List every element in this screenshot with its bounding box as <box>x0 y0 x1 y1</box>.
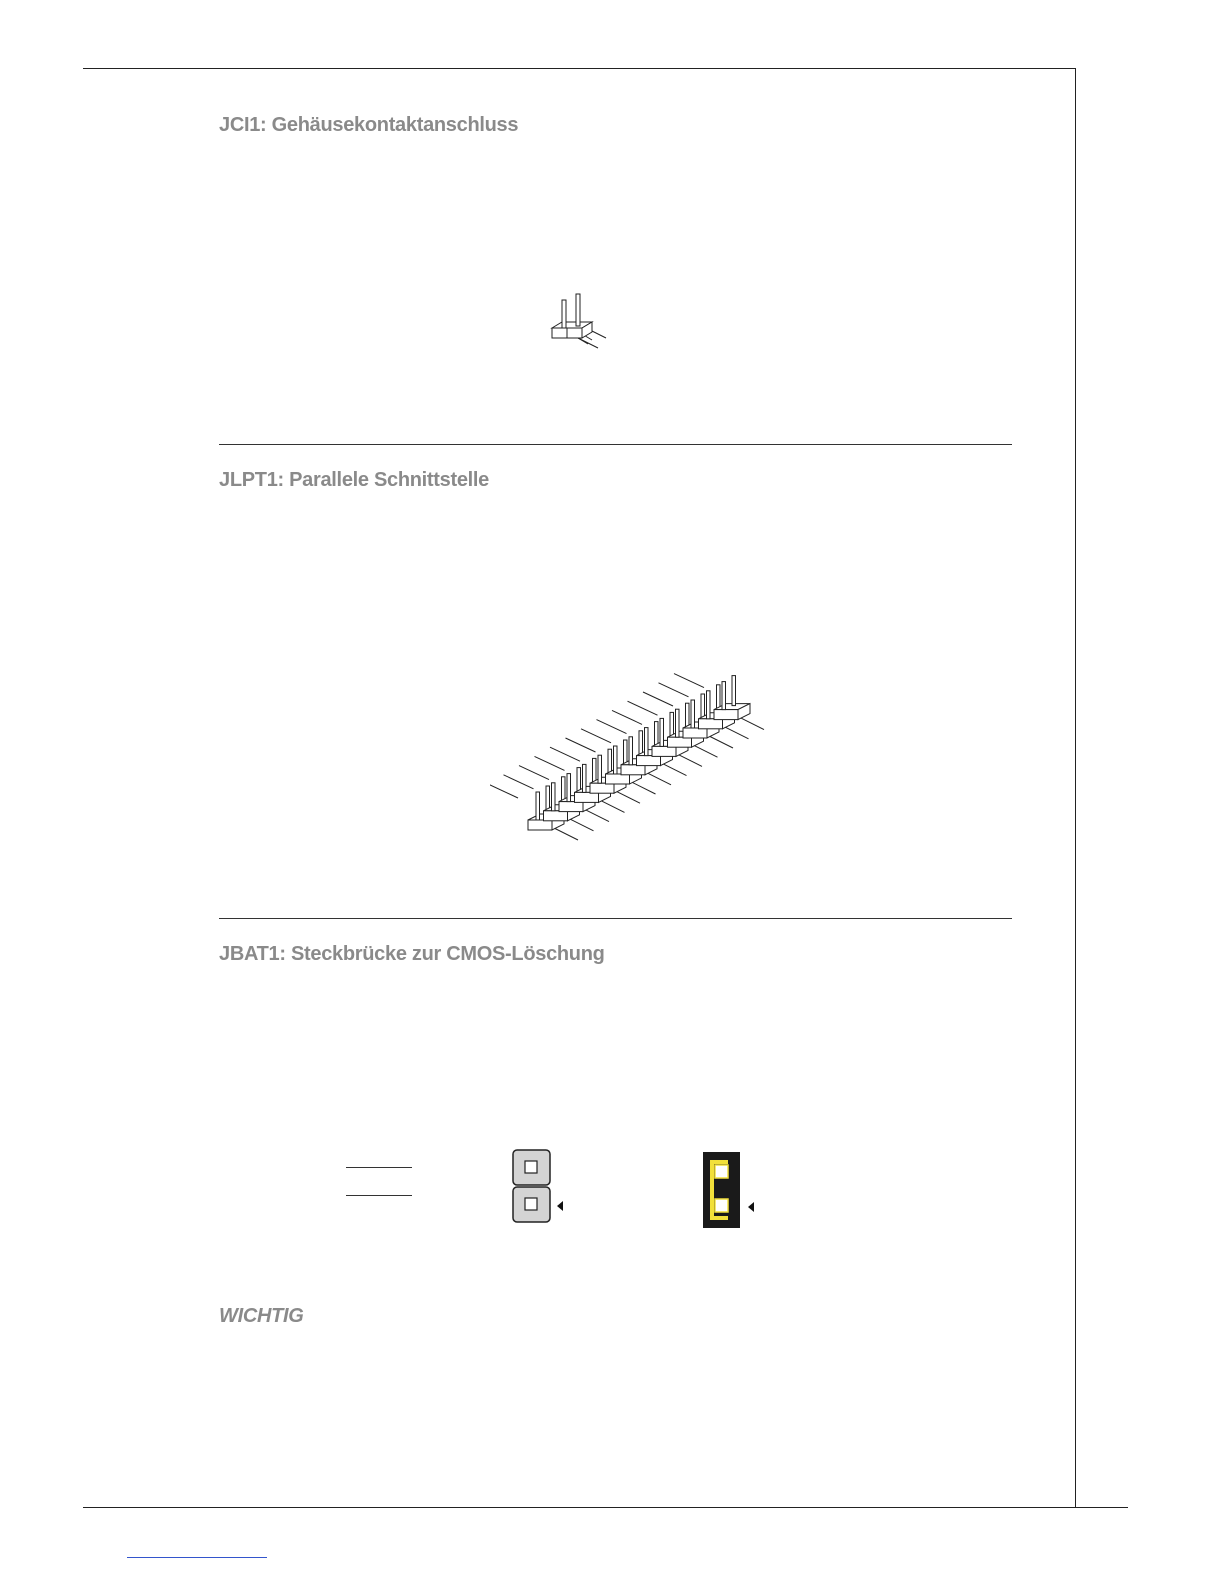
footer-link-underline[interactable] <box>127 1557 267 1558</box>
jbat1-closed-jumper <box>698 1146 768 1230</box>
notice-title: WICHTIG <box>219 1305 304 1327</box>
page-frame-bottom <box>83 1507 1128 1508</box>
section-title-jbat1: JBAT1: Steckbrücke zur CMOS-Löschung <box>219 943 605 965</box>
page-frame-top <box>83 68 1076 69</box>
legend-line-2 <box>346 1195 412 1196</box>
divider-1 <box>219 444 1012 445</box>
jlpt1-connector-diagram <box>490 670 790 850</box>
jbat1-open-jumper <box>505 1146 575 1230</box>
section-title-jlpt1: JLPT1: Parallele Schnittstelle <box>219 469 489 491</box>
section-title-jci1: JCI1: Gehäusekontaktanschluss <box>219 114 519 136</box>
page-frame-right <box>1075 68 1076 1508</box>
legend-line-1 <box>346 1167 412 1168</box>
divider-2 <box>219 918 1012 919</box>
jci1-connector-diagram <box>540 288 620 358</box>
